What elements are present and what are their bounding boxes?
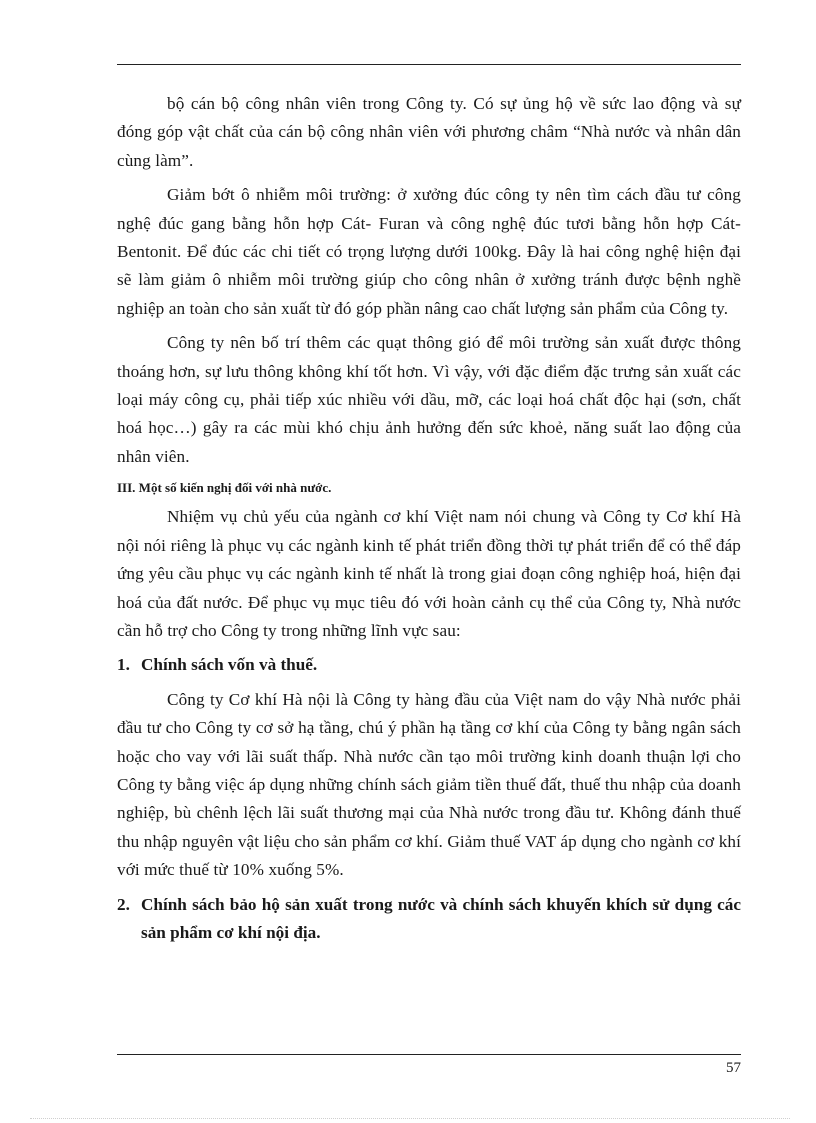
heading-number: 1. [117,655,130,675]
heading-domestic-protection [117,891,741,948]
paragraph-ventilation: Công ty nên bố trí thêm các quạt thông gió để môi trường sản xuất được thông thoáng hơn, sự lưu thông không khí tốt hơn. Vì vậy, với đặc điểm đặc trưng sản xuất các loại máy công cụ, phải tiếp xúc nhiều với dầu, mỡ, các loại hoá chất độc hại (sơn, chất hoá học…) gây ra các mùi khó chịu ảnh hưởng đến sức khoẻ, năng suất lao động của nhân viên. [117,333,741,466]
page-edge-divider [30,1118,790,1119]
footer-rule [117,1054,741,1055]
heading-text: Chính sách vốn và thuế. [141,655,318,675]
section-heading: III. Một số kiến nghị đối với nhà nước. [117,480,332,496]
paragraph-continuation: bộ cán bộ công nhân viên trong Công ty. Có sự ủng hộ về sức lao động và sự đóng góp vật chất của cán bộ công nhân viên với phương châm “Nhà nước và nhân dân cùng làm”. [117,94,741,170]
paragraph-capital-and-tax: Công ty Cơ khí Hà nội là Công ty hàng đầu của Việt nam do vậy Nhà nước phải đầu tư cho Công ty cơ sở hạ tầng, chú ý phần hạ tầng cơ khí của Công ty bằng ngân sách hoặc cho vay với lãi suất thấp. Nhà nước cần tạo môi trường kinh doanh thuận lợi cho Công ty bằng việc áp dụng những chính sách giảm tiền thuế đất, thuế thu nhập của doanh nghiệp, bù chênh lệch lãi suất thương mại của Nhà nước trong đầu tư. Không đánh thuế thu nhập nguyên vật liệu cho sản phẩm cơ khí. Giảm thuế VAT áp dụng cho ngành cơ khí với mức thuế từ 10% xuống 5%. [117,689,741,880]
header-rule [117,64,741,65]
page-number: 57 [726,1060,741,1076]
heading-number: 2. [117,894,130,914]
paragraph-section-intro: Nhiệm vụ chủ yếu của ngành cơ khí Việt nam nói chung và Công ty Cơ khí Hà nội nói riêng là phục vụ các ngành kinh tế phát triển đồng thời tự phát triển để có thể đáp ứng yêu cầu phục vụ các ngành kinh tế nhất là trong giai đoạn công nghiệp hoá, hiện đại hoá của đất nước. Để phục vụ mục tiêu đó với hoàn cảnh cụ thể của Công ty, Nhà nước cần hỗ trợ cho Công ty trong những lĩnh vực sau: [117,507,741,640]
heading-capital-and-tax [117,651,741,679]
heading-text: Chính sách bảo hộ sản xuất trong nước và chính sách khuyến khích sử dụng các sản phẩm cơ khí nội địa. [141,894,741,942]
page-body [117,90,741,953]
paragraph-pollution-reduction: Giảm bớt ô nhiễm môi trường: ở xưởng đúc công ty nên tìm cách đầu tư công nghệ đúc gang bằng hỗn hợp Cát- Furan và công nghệ đúc tươi bằng hỗn hợp Cát- Bentonit. Để đúc các chi tiết có trọng lượng dưới 100kg. Đây là hai công nghệ hiện đại sẽ làm giảm ô nhiễm môi trường giúp cho công nhân ở xưởng tránh được bệnh nghề nghiệp an toàn cho sản xuất từ đó góp phần nâng cao chất lượng sản phẩm của Công ty. [117,185,741,318]
